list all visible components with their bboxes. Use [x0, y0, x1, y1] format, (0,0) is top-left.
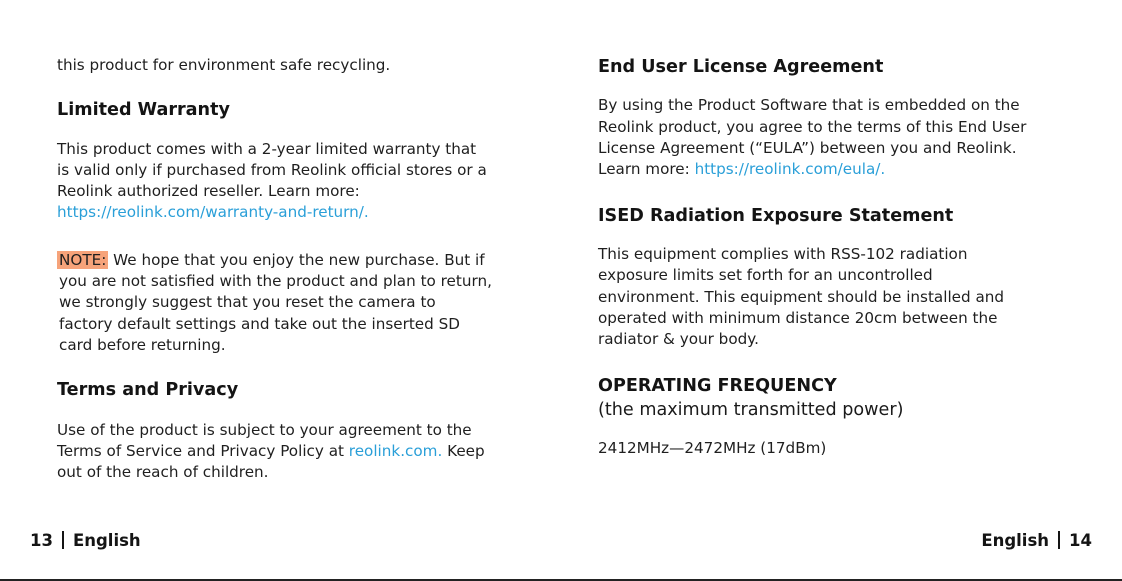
footer-separator-left — [62, 531, 64, 549]
intro-line: this product for environment safe recycling. — [57, 56, 391, 74]
ised-heading: ISED Radiation Exposure Statement — [598, 206, 954, 226]
note-line-1 — [57, 250, 485, 271]
footer-language-right: English — [981, 531, 1050, 550]
eula-line-3: License Agreement (“EULA”) between you and Reolink. — [598, 139, 1017, 157]
note-line-5: card before returning. — [59, 336, 226, 354]
ised-line-1: This equipment complies with RSS-102 radiation — [598, 245, 968, 263]
footer-language-left: English — [72, 531, 141, 550]
footer-left — [30, 530, 141, 552]
eula-heading: End User License Agreement — [598, 57, 884, 77]
footer-right — [981, 530, 1092, 552]
note-first-line: We hope that you enjoy the new purchase. But if — [108, 251, 485, 269]
footer-separator-right — [1058, 531, 1060, 549]
terms-line-1: Use of the product is subject to your agreement to the — [57, 421, 472, 439]
warranty-heading: Limited Warranty — [57, 100, 230, 120]
warranty-link[interactable]: https://reolink.com/warranty-and-return/. — [57, 203, 369, 221]
eula-line-2: Reolink product, you agree to the terms of this End User — [598, 118, 1027, 136]
ised-line-5: radiator & your body. — [598, 330, 759, 348]
terms-line-2-tail: Keep — [442, 442, 485, 460]
note-label: NOTE: — [59, 251, 107, 269]
note-line-3: we strongly suggest that you reset the camera to — [59, 293, 436, 311]
terms-line-2 — [57, 441, 485, 462]
frequency-heading: OPERATING FREQUENCY — [598, 376, 837, 396]
eula-learn-more: Learn more: — [598, 160, 695, 178]
ised-line-2: exposure limits set forth for an uncontrolled — [598, 266, 933, 284]
terms-line-3: out of the reach of children. — [57, 463, 269, 481]
page-number-left: 13 — [30, 531, 53, 550]
terms-heading: Terms and Privacy — [57, 380, 239, 400]
frequency-value: 2412MHz—2472MHz (17dBm) — [598, 439, 827, 457]
warranty-line-2: is valid only if purchased from Reolink official stores or a — [57, 161, 487, 179]
eula-line-4 — [598, 159, 885, 180]
note-line-4: factory default settings and take out the inserted SD — [59, 315, 460, 333]
ised-line-4: operated with minimum distance 20cm between the — [598, 309, 998, 327]
terms-line-2-text: Terms of Service and Privacy Policy at — [57, 442, 349, 460]
eula-line-1: By using the Product Software that is embedded on the — [598, 96, 1020, 114]
frequency-subheading: (the maximum transmitted power) — [598, 400, 904, 420]
page-number-right: 14 — [1069, 531, 1092, 550]
ised-line-3: environment. This equipment should be installed and — [598, 288, 1005, 306]
warranty-line-3: Reolink authorized reseller. Learn more: — [57, 182, 360, 200]
eula-link[interactable]: https://reolink.com/eula/. — [694, 160, 886, 178]
reolink-link[interactable]: reolink.com. — [348, 442, 443, 460]
warranty-line-1: This product comes with a 2-year limited warranty that — [57, 140, 477, 158]
note-line-2: you are not satisfied with the product and plan to return, — [59, 272, 492, 290]
